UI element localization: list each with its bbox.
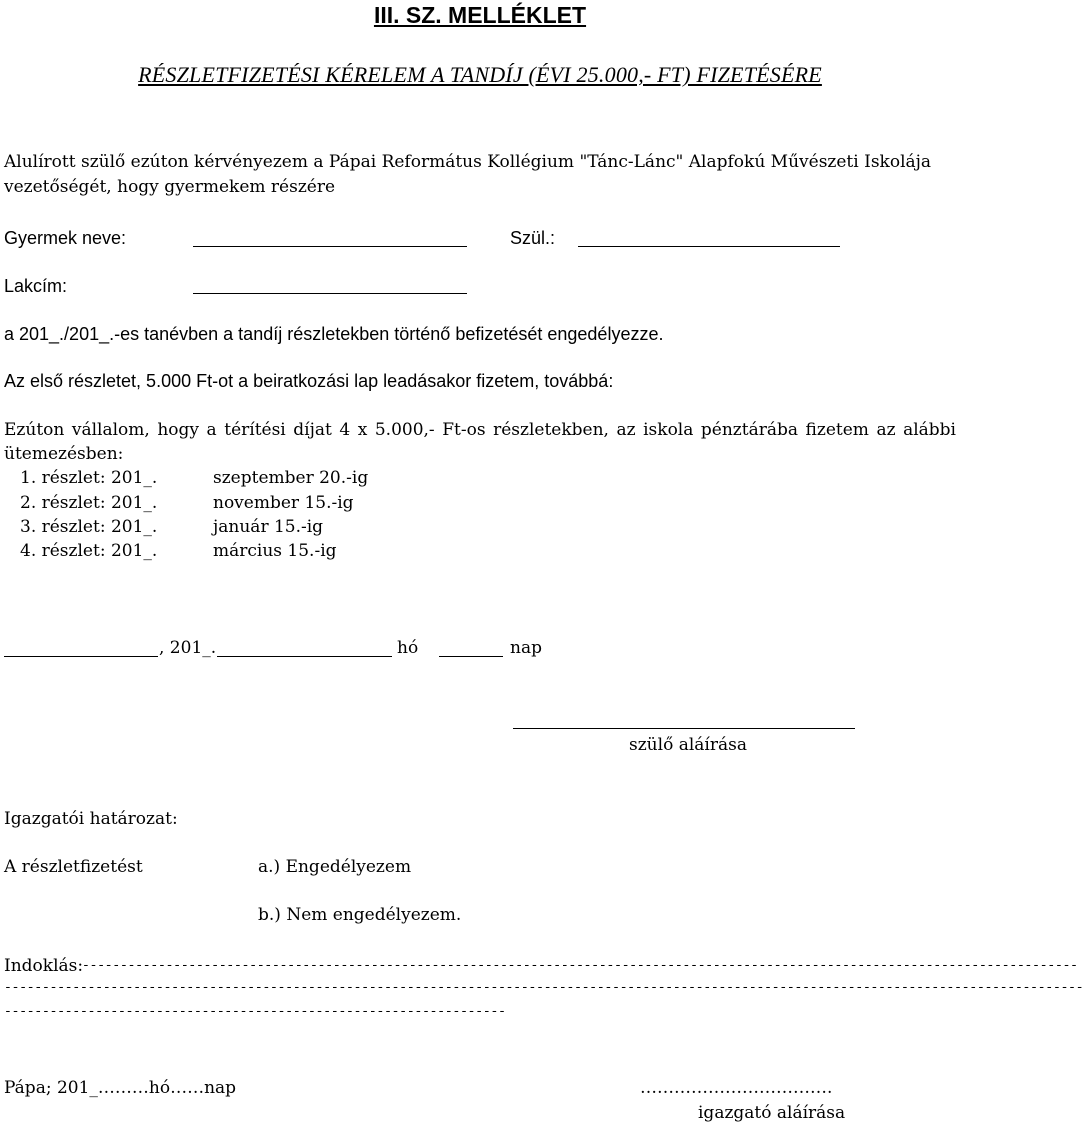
decision-subject: A részletfizetést [4,857,143,877]
commitment-line-2: ütemezésben: [4,444,124,464]
parent-signature-line[interactable] [513,728,855,729]
birth-date-field[interactable] [578,246,840,247]
first-installment-text: Az első részletet, 5.000 Ft-ot a beiratkozási lap leadásakor fizetem, továbbá: [4,371,614,391]
place-date-line: Pápa; 201_………hó……nap [4,1078,237,1098]
installment-label: 3. részlet: 201_. [20,517,158,537]
installment-due: szeptember 20.-ig [213,468,369,488]
reason-line-3: ------------------------------------------------------------------ [4,1004,506,1019]
installment-due: november 15.-ig [213,493,354,513]
month-label: hó [397,638,419,658]
day-label: nap [510,638,542,658]
reason-line-2: ---------------------------------------------------------------------------------------------------------------------------------------------- [4,980,1083,995]
installment-label: 1. részlet: 201_. [20,468,158,488]
year-text: , 201_. [159,638,217,658]
birth-date-label: Szül.: [510,228,556,248]
annex-title: III. SZ. MELLÉKLET [373,2,587,28]
installment-due: január 15.-ig [213,517,324,537]
installment-due: március 15.-ig [213,541,337,561]
director-signature-label: igazgató aláírása [698,1103,846,1123]
place-field[interactable] [4,656,158,657]
child-name-field[interactable] [193,246,467,247]
school-year-text: a 201_./201_.-es tanévben a tandíj részletekben történő befizetését engedélyezze. [4,324,664,344]
intro-line-2: vezetőségét, hogy gyermekem részére [4,177,336,197]
parent-signature-label: szülő aláírása [629,735,747,755]
form-title: RÉSZLETFIZETÉSI KÉRELEM A TANDÍJ (ÉVI 25.000,- FT) FIZETÉSÉRE [138,62,822,87]
option-approve: a.) Engedélyezem [258,857,412,877]
reason-label: Indoklás: [4,956,84,976]
decision-heading: Igazgatói határozat: [4,809,178,829]
option-reject: b.) Nem engedélyezem. [258,905,462,925]
intro-line-1: Alulírott szülő ezúton kérvényezem a Pápai Református Kollégium "Tánc-Lánc" Alapfokú Művészeti Iskolája [4,152,932,172]
address-field[interactable] [193,293,467,294]
installment-label: 4. részlet: 201_. [20,541,158,561]
director-signature-dots: ……………………………. [640,1078,833,1098]
day-field[interactable] [439,656,503,657]
installment-label: 2. részlet: 201_. [20,493,158,513]
commitment-line-1: Ezúton vállalom, hogy a térítési díjat 4 x 5.000,- Ft-os részletekben, az iskola pénztárába fizetem az alábbi [4,420,956,440]
reason-line-1: ----------------------------------------------------------------------------------------------------------------------------------- [82,958,1078,973]
month-field[interactable] [217,656,392,657]
address-label: Lakcím: [4,276,68,296]
child-name-label: Gyermek neve: [4,228,127,248]
